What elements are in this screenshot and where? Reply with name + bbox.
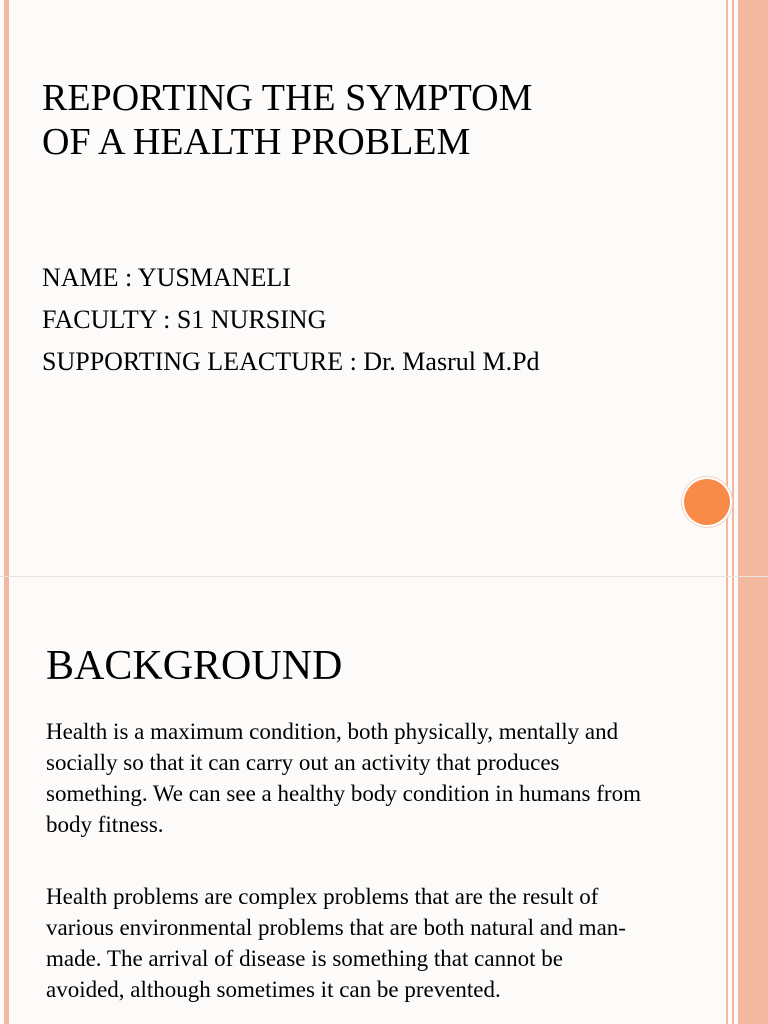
left-accent-rule [4,0,9,576]
section-heading: BACKGROUND [46,643,343,689]
slide-background [0,577,768,1024]
author-info [42,257,540,383]
right-accent-line [732,577,734,1024]
right-accent-band [738,577,768,1024]
author-name: NAME : YUSMANELI [42,263,291,292]
supporting-lecturer: SUPPORTING LEACTURE : Dr. Masrul M.Pd [42,347,540,376]
title-line-1: REPORTING THE SYMPTOM [42,77,533,119]
title-line-2: OF A HEALTH PROBLEM [42,121,471,163]
right-accent-band [738,0,768,576]
right-accent-line [726,577,728,1024]
paragraph: Health is a maximum condition, both physically, mentally and socially so that it can carry out an activity that produces something. We can see a healthy body condition in humans from body fitness. [46,719,641,837]
left-accent-rule [4,577,9,1024]
right-accent-line [732,0,734,576]
author-faculty: FACULTY : S1 NURSING [42,305,327,334]
paragraph: Health problems are complex problems that are the result of various environmental problems that are both natural and man-made. The arrival of disease is something that cannot be avoided, although sometimes it can be prevented. [46,884,626,1002]
presentation-title [42,76,532,164]
orange-circle-decoration [684,479,730,525]
